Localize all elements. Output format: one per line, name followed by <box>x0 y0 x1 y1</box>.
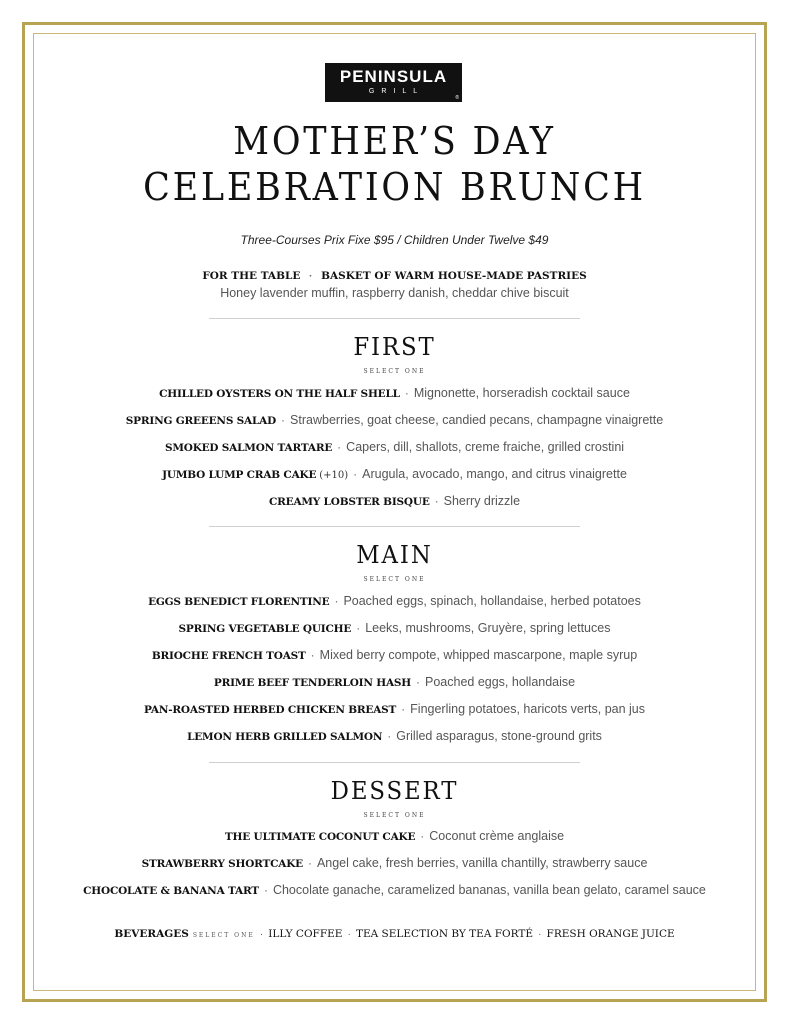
menu-item <box>0 413 789 428</box>
menu-item <box>0 648 789 663</box>
section-note-dessert: SELECT ONE <box>363 812 426 819</box>
item-description: Grilled asparagus, stone-ground grits <box>396 729 602 743</box>
separator-dot: · <box>356 621 361 635</box>
menu-item <box>0 702 789 717</box>
item-name: SPRING GREEENS SALAD <box>125 415 277 427</box>
item-name: STRAWBERRY SHORTCAKE <box>141 858 303 870</box>
beverage-option: TEA SELECTION BY TEA FORTÉ <box>355 928 534 940</box>
registered-mark: ® <box>455 95 459 101</box>
page-title <box>32 118 758 210</box>
separator-dot: · <box>281 413 286 427</box>
item-description: Fingerling potatoes, haricots verts, pan jus <box>410 702 646 716</box>
item-description: Poached eggs, hollandaise <box>425 675 576 689</box>
separator-dot: · <box>401 702 406 716</box>
section-title-first: FIRST <box>353 333 436 361</box>
beverages-label: BEVERAGES <box>114 928 189 940</box>
menu-item <box>0 829 789 844</box>
separator-dot: · <box>434 494 439 508</box>
pricing-line: Three-Courses Prix Fixe $95 / Children Under Twelve $49 <box>240 233 549 247</box>
for-the-table-heading <box>0 270 789 282</box>
beverage-option: FRESH ORANGE JUICE <box>546 928 675 940</box>
item-upcharge: (+10) <box>319 470 349 481</box>
item-name: CREAMY LOBSTER BISQUE <box>268 496 430 508</box>
separator-dot: · <box>353 467 358 481</box>
section-divider <box>209 318 580 319</box>
title-line-2: CELEBRATION BRUNCH <box>143 165 646 209</box>
item-name: SMOKED SALMON TARTARE <box>164 442 333 454</box>
section-title-dessert: DESSERT <box>330 777 459 805</box>
item-description: Coconut crème anglaise <box>429 829 565 843</box>
menu-item <box>0 883 789 898</box>
section-divider <box>209 762 580 763</box>
item-description: Arugula, avocado, mango, and citrus vinaigrette <box>362 467 627 481</box>
menu-item <box>0 494 789 509</box>
menu-item <box>0 440 789 455</box>
beverage-option: ILLY COFFEE <box>268 928 343 940</box>
item-description: Mixed berry compote, whipped mascarpone, maple syrup <box>319 648 638 662</box>
beverages-line <box>0 928 789 940</box>
item-name: THE ULTIMATE COCONUT CAKE <box>224 831 416 843</box>
menu-item <box>0 467 789 482</box>
separator-dot: · <box>259 928 264 940</box>
item-name: PRIME BEEF TENDERLOIN HASH <box>213 677 411 689</box>
item-description: Poached eggs, spinach, hollandaise, herbed potatoes <box>343 594 641 608</box>
section-note-main: SELECT ONE <box>363 576 426 583</box>
item-description: Strawberries, goat cheese, candied pecans, champagne vinaigrette <box>290 413 664 427</box>
separator-dot: · <box>347 928 351 940</box>
menu-item <box>0 594 789 609</box>
item-description: Capers, dill, shallots, creme fraiche, grilled crostini <box>346 440 625 454</box>
for-the-table-description: Honey lavender muffin, raspberry danish, cheddar chive biscuit <box>220 286 569 300</box>
separator-dot: · <box>334 594 339 608</box>
menu-item <box>0 675 789 690</box>
item-name: CHILLED OYSTERS ON THE HALF SHELL <box>159 388 400 400</box>
logo-name: PENINSULA <box>339 67 448 86</box>
for-the-table-label: FOR THE TABLE <box>202 270 301 282</box>
separator-dot: · <box>387 729 392 743</box>
menu-item <box>0 856 789 871</box>
item-name: LEMON HERB GRILLED SALMON <box>187 731 383 743</box>
separator-dot: · <box>337 440 342 454</box>
peninsula-grill-logo <box>325 63 462 102</box>
item-name: EGGS BENEDICT FLORENTINE <box>148 596 330 608</box>
title-line-1: MOTHER’S DAY <box>233 119 556 163</box>
item-description: Leeks, mushrooms, Gruyère, spring lettuces <box>365 621 611 635</box>
item-name: JUMBO LUMP CRAB CAKE <box>162 469 317 481</box>
item-description: Sherry drizzle <box>443 494 521 508</box>
separator-dot: · <box>310 648 315 662</box>
beverages-note: SELECT ONE <box>192 932 255 939</box>
item-description: Mignonette, horseradish cocktail sauce <box>413 386 630 400</box>
item-name: BRIOCHE FRENCH TOAST <box>151 650 306 662</box>
separator-dot: · <box>416 675 420 689</box>
separator-dot: · <box>538 928 542 940</box>
item-description: Chocolate ganache, caramelized bananas, vanilla bean gelato, caramel sauce <box>272 883 706 897</box>
item-description: Angel cake, fresh berries, vanilla chantilly, strawberry sauce <box>316 856 648 870</box>
menu-item <box>0 386 789 401</box>
section-title-main: MAIN <box>356 541 433 569</box>
section-note-first: SELECT ONE <box>363 368 426 375</box>
separator-dot: · <box>309 270 313 282</box>
separator-dot: · <box>420 829 425 843</box>
for-the-table-item: BASKET OF WARM HOUSE-MADE PASTRIES <box>321 270 587 282</box>
separator-dot: · <box>307 856 312 870</box>
item-name: PAN-ROASTED HERBED CHICKEN BREAST <box>143 704 397 716</box>
item-name: SPRING VEGETABLE QUICHE <box>178 623 352 635</box>
separator-dot: · <box>263 883 268 897</box>
section-divider <box>209 526 580 527</box>
menu-item <box>0 621 789 636</box>
item-name: CHOCOLATE & BANANA TART <box>83 885 259 897</box>
separator-dot: · <box>404 386 409 400</box>
logo-subname: GRILL <box>368 88 425 95</box>
menu-item <box>0 729 789 744</box>
